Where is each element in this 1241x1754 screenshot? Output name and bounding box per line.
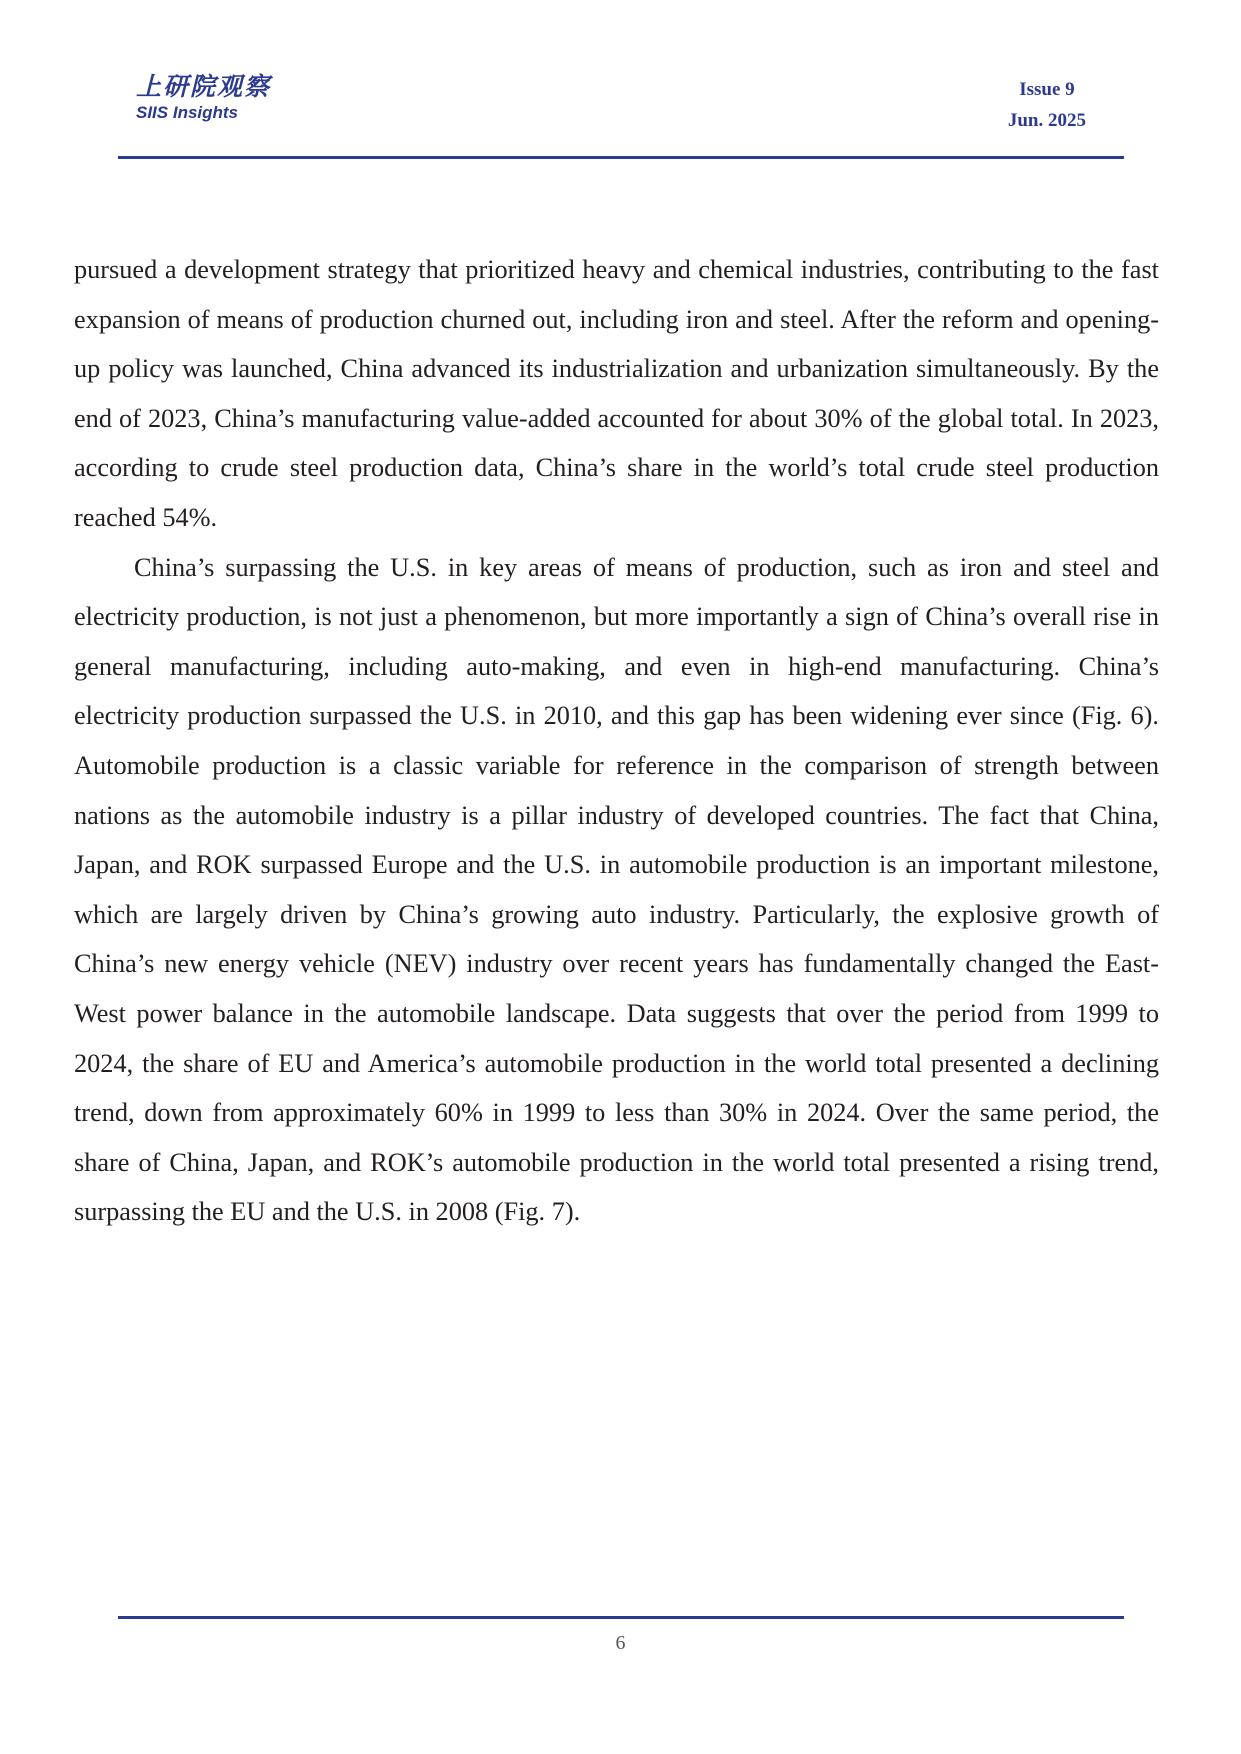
- logo-english-title: SIIS Insights: [136, 103, 239, 122]
- footer-divider: [118, 1616, 1124, 1619]
- issue-date: Jun. 2025: [1007, 110, 1086, 131]
- logo-chinese-title: 上研院观察: [136, 72, 272, 101]
- article-body: [74, 245, 1159, 1237]
- page-number: 6: [615, 1632, 626, 1654]
- header-divider: [118, 156, 1124, 159]
- paragraph-1: pursued a development strategy that prioritized heavy and chemical industries, contributing to the fast expansion of means of production churned out, including iron and steel. After the reform and opening-up policy was launched, China advanced its industrialization and urbanization simultaneously. By the end of 2023, China’s manufacturing value-added accounted for about 30% of the global total. In 2023, according to crude steel production data, China’s share in the world’s total crude steel production reached 54%.: [74, 255, 1159, 532]
- issue-info: [1008, 74, 1086, 136]
- paragraph-2: China’s surpassing the U.S. in key areas of means of production, such as iron and steel and electricity production, is not just a phenomenon, but more importantly a sign of China’s overall rise in general manufacturing, including auto-making, and even in high-end manufacturing. China’s electricity production surpassed the U.S. in 2010, and this gap has been widening ever since (Fig. 6). Automobile production is a classic variable for reference in the comparison of strength between nations as the automobile industry is a pillar industry of developed countries. The fact that China, Japan, and ROK surpassed Europe and the U.S. in automobile production is an important milestone, which are largely driven by China’s growing auto industry. Particularly, the explosive growth of China’s new energy vehicle (NEV) industry over recent years has fundamentally changed the East-West power balance in the automobile landscape. Data suggests that over the period from 1999 to 2024, the share of EU and America’s automobile production in the world total presented a declining trend, down from approximately 60% in 1999 to less than 30% in 2024. Over the same period, the share of China, Japan, and ROK’s automobile production in the world total presented a rising trend, surpassing the EU and the U.S. in 2008 (Fig. 7).: [74, 552, 1159, 1227]
- issue-number: Issue 9: [1019, 79, 1075, 100]
- publication-logo: [136, 72, 336, 123]
